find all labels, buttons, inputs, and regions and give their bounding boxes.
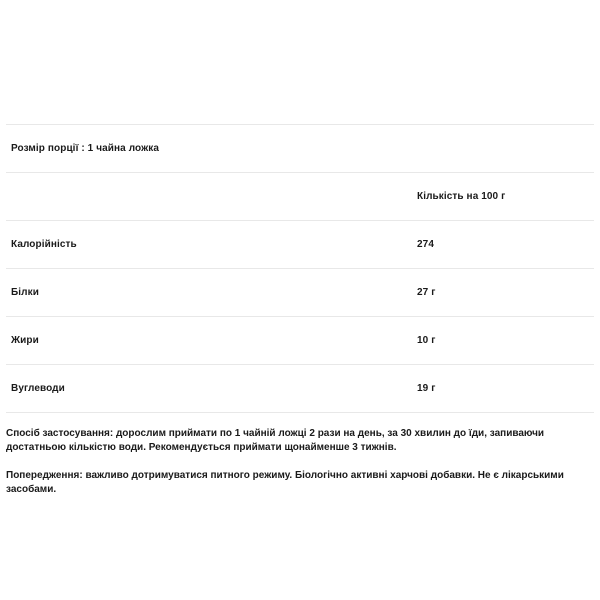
nutrient-value-fat: 10 г	[417, 335, 436, 346]
nutrient-value-protein: 27 г	[417, 287, 436, 298]
nutrient-value-calories: 274	[417, 239, 434, 250]
table-row	[6, 317, 594, 365]
warning-text: Попередження: важливо дотримуватися питного режиму. Біологічно активні харчові добавки. Не є лікарськими засобами.	[6, 470, 564, 495]
serving-size-row	[6, 125, 594, 173]
table-row	[6, 221, 594, 269]
nutrient-label-fat: Жири	[11, 335, 39, 346]
serving-size-text: Розмір порції : 1 чайна ложка	[11, 143, 160, 154]
nutrition-table	[6, 124, 594, 413]
table-row	[6, 365, 594, 413]
header-amount-per-100g: Кількість на 100 г	[417, 191, 506, 202]
product-notes	[6, 427, 594, 511]
nutrient-label-calories: Калорійність	[11, 239, 77, 250]
nutrient-label-carbs: Вуглеводи	[11, 383, 65, 394]
nutrient-value-carbs: 19 г	[417, 383, 436, 394]
usage-instructions: Спосіб застосування: дорослим приймати по 1 чайній ложці 2 рази на день, за 30 хвилин до їди, запиваючи достатньою кількістю води. Рекомендується приймати щонайменше 3 тижнів.	[6, 428, 545, 453]
header-label-cell	[6, 173, 411, 221]
table-row	[6, 269, 594, 317]
nutrient-label-protein: Білки	[11, 287, 39, 298]
table-header-row	[6, 173, 594, 221]
